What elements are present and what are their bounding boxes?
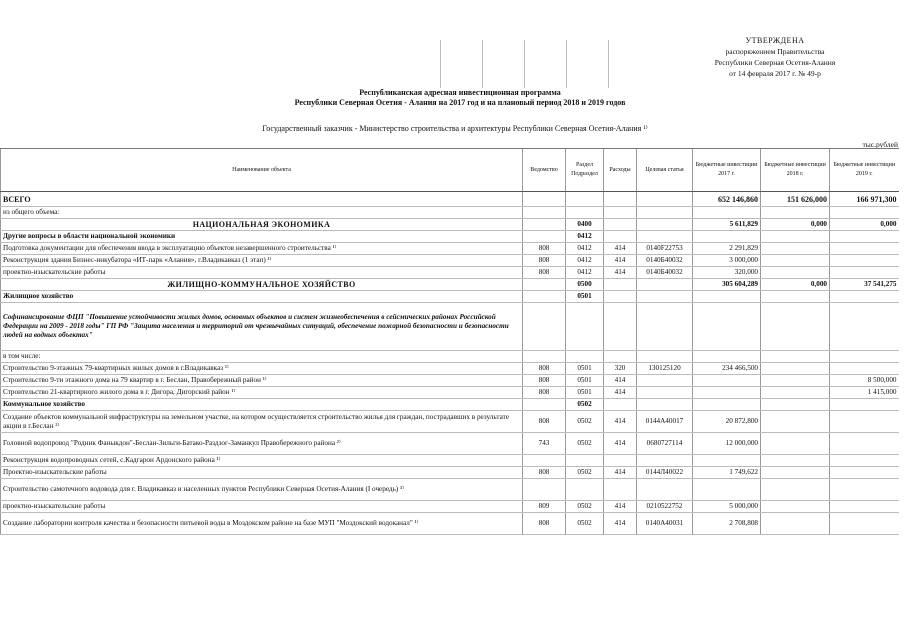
cell-rash: 414 bbox=[604, 501, 637, 513]
approval-line-2: Республики Северная Осетия-Алания bbox=[714, 58, 836, 67]
cell-name: Реконструкция здания Бизнес-инкубатора «ИТ-парк «Алания», г.Владикавказ (1 этап) ¹⁾ bbox=[1, 255, 523, 267]
cell-razd: 0412 bbox=[566, 243, 604, 255]
cell-name: Софинансирование ФЦП "Повышение устойчивости жилых домов, основных объектов и систем жизнеобеспечения в сейсмических районах Российской Федерации на 2009 - 2018 годы" ГП РФ "Защита населения и территорий от чрезвычайных ситуаций, обеспечение пожарной безопасности и безопасности людей на водных объектах" bbox=[1, 303, 523, 351]
cell-cel: 0140А40031 bbox=[637, 513, 693, 535]
cell-v2018 bbox=[761, 433, 830, 455]
cell-cel: 0680727114 bbox=[637, 433, 693, 455]
cell-cel bbox=[637, 479, 693, 501]
cell-v2019 bbox=[830, 267, 899, 279]
cell-v2017: 1 749,622 bbox=[693, 467, 761, 479]
cell-v2018 bbox=[761, 411, 830, 433]
col-header-celevaya: Целевая статья bbox=[637, 149, 693, 192]
table-row bbox=[1, 243, 899, 255]
cell-rash bbox=[604, 455, 637, 467]
cell-v2019 bbox=[830, 467, 899, 479]
cell-name: Другие вопросы в области национальной экономики bbox=[1, 231, 523, 243]
cell-ved: 808 bbox=[523, 411, 566, 433]
cell-v2017 bbox=[693, 375, 761, 387]
cell-rash: 414 bbox=[604, 513, 637, 535]
cell-cel: 0144А40017 bbox=[637, 411, 693, 433]
cell-razd: 0502 bbox=[566, 399, 604, 411]
cell-v2018 bbox=[761, 351, 830, 363]
cell-v2018 bbox=[761, 399, 830, 411]
table-row bbox=[1, 351, 899, 363]
cell-v2017: 20 872,800 bbox=[693, 411, 761, 433]
cell-v2019 bbox=[830, 433, 899, 455]
cell-v2018 bbox=[761, 255, 830, 267]
cell-v2018 bbox=[761, 501, 830, 513]
cell-v2019: 37 541,275 bbox=[830, 279, 899, 291]
cell-v2019 bbox=[830, 243, 899, 255]
cell-cel bbox=[637, 219, 693, 231]
cell-cel bbox=[637, 399, 693, 411]
cell-rash bbox=[604, 192, 637, 207]
cell-v2019 bbox=[830, 231, 899, 243]
cell-v2017 bbox=[693, 399, 761, 411]
cell-v2017: 12 000,000 bbox=[693, 433, 761, 455]
cell-name: Реконструкция водопроводных сетей, с.Кадгарон Ардонского района ¹⁾ bbox=[1, 455, 523, 467]
cell-v2019 bbox=[830, 207, 899, 219]
cell-cel: 0144Л40022 bbox=[637, 467, 693, 479]
cell-ved bbox=[523, 219, 566, 231]
approval-title: УТВЕРЖДЕНА bbox=[745, 36, 805, 45]
cell-v2018 bbox=[761, 387, 830, 399]
cell-ved: 808 bbox=[523, 255, 566, 267]
cell-ved bbox=[523, 399, 566, 411]
cell-v2018 bbox=[761, 467, 830, 479]
col-header-ved: Ведомство bbox=[523, 149, 566, 192]
cell-cel bbox=[637, 207, 693, 219]
cell-razd bbox=[566, 207, 604, 219]
investment-table bbox=[0, 148, 899, 535]
cell-v2018 bbox=[761, 363, 830, 375]
cell-rash bbox=[604, 219, 637, 231]
cell-v2019 bbox=[830, 411, 899, 433]
cell-name: Строительство самотечного водовода для г. Владикавказ и населенных пунктов Республики Северная Осетия-Алания (I очередь) ³⁾ bbox=[1, 479, 523, 501]
cell-v2018 bbox=[761, 375, 830, 387]
cell-rash bbox=[604, 279, 637, 291]
cell-ved bbox=[523, 279, 566, 291]
cell-v2017 bbox=[693, 387, 761, 399]
cell-razd: 0502 bbox=[566, 501, 604, 513]
cell-v2019: 1 415,000 bbox=[830, 387, 899, 399]
cell-v2017: 2 708,808 bbox=[693, 513, 761, 535]
cell-name: Строительство 9-этажных 79-квартирных жилых домов в г.Владикавказ ¹⁾ bbox=[1, 363, 523, 375]
cell-name: Строительство 9-ти этажного дома на 79 квартир в г. Беслан, Правобережный район ¹⁾ bbox=[1, 375, 523, 387]
cell-rash bbox=[604, 351, 637, 363]
col-header-2017: Бюджетные инвестиции 2017 г. bbox=[693, 149, 761, 192]
program-title bbox=[250, 88, 670, 108]
cell-razd: 0400 bbox=[566, 219, 604, 231]
cell-name: проектно-изыскательские работы bbox=[1, 501, 523, 513]
cell-ved: 808 bbox=[523, 243, 566, 255]
table-row bbox=[1, 375, 899, 387]
cell-name: проектно-изыскательские работы bbox=[1, 267, 523, 279]
cell-v2017: 652 146,860 bbox=[693, 192, 761, 207]
header-grid-lines bbox=[440, 40, 620, 88]
cell-razd: 0501 bbox=[566, 291, 604, 303]
cell-rash: 414 bbox=[604, 375, 637, 387]
col-header-name: Наименование объекта bbox=[1, 149, 523, 192]
cell-cel bbox=[637, 291, 693, 303]
cell-v2017: 5 000,000 bbox=[693, 501, 761, 513]
cell-razd bbox=[566, 479, 604, 501]
cell-cel bbox=[637, 455, 693, 467]
cell-v2018 bbox=[761, 455, 830, 467]
cell-v2018 bbox=[761, 207, 830, 219]
col-header-rashody: Расходы bbox=[604, 149, 637, 192]
table-row bbox=[1, 399, 899, 411]
cell-v2017: 320,000 bbox=[693, 267, 761, 279]
cell-ved bbox=[523, 351, 566, 363]
cell-razd: 0501 bbox=[566, 375, 604, 387]
cell-cel bbox=[637, 375, 693, 387]
cell-razd bbox=[566, 455, 604, 467]
table-header-row bbox=[1, 149, 899, 192]
cell-ved: 808 bbox=[523, 375, 566, 387]
cell-ved: 808 bbox=[523, 467, 566, 479]
cell-cel: 130125120 bbox=[637, 363, 693, 375]
cell-cel bbox=[637, 192, 693, 207]
cell-v2019 bbox=[830, 399, 899, 411]
cell-rash: 414 bbox=[604, 411, 637, 433]
col-header-razdel: Раздел Подраздел bbox=[566, 149, 604, 192]
cell-razd bbox=[566, 192, 604, 207]
table-row bbox=[1, 479, 899, 501]
cell-ved: 743 bbox=[523, 433, 566, 455]
cell-v2018: 0,000 bbox=[761, 279, 830, 291]
cell-razd bbox=[566, 351, 604, 363]
cell-v2019 bbox=[830, 513, 899, 535]
cell-rash: 414 bbox=[604, 467, 637, 479]
cell-name: в том числе: bbox=[1, 351, 523, 363]
cell-v2017 bbox=[693, 231, 761, 243]
cell-rash: 414 bbox=[604, 255, 637, 267]
table-row bbox=[1, 279, 899, 291]
cell-v2018 bbox=[761, 513, 830, 535]
cell-name: из общего объема: bbox=[1, 207, 523, 219]
cell-rash: 414 bbox=[604, 433, 637, 455]
cell-ved bbox=[523, 303, 566, 351]
cell-rash bbox=[604, 479, 637, 501]
cell-cel: 0140Б40032 bbox=[637, 255, 693, 267]
cell-v2017 bbox=[693, 455, 761, 467]
cell-v2017: 3 000,000 bbox=[693, 255, 761, 267]
table-body bbox=[1, 192, 899, 535]
approval-line-3: от 14 февраля 2017 г. № 49-р bbox=[729, 69, 821, 78]
cell-ved: 808 bbox=[523, 513, 566, 535]
table-row bbox=[1, 363, 899, 375]
table-row bbox=[1, 411, 899, 433]
cell-v2019 bbox=[830, 363, 899, 375]
table-row bbox=[1, 291, 899, 303]
cell-name: НАЦИОНАЛЬНАЯ ЭКОНОМИКА bbox=[1, 219, 523, 231]
cell-v2019: 8 500,000 bbox=[830, 375, 899, 387]
cell-cel bbox=[637, 351, 693, 363]
cell-v2019 bbox=[830, 351, 899, 363]
table-row bbox=[1, 467, 899, 479]
cell-razd: 0412 bbox=[566, 255, 604, 267]
cell-v2017: 2 291,829 bbox=[693, 243, 761, 255]
state-customer: Государственный заказчик - Министерство строительства и архитектуры Республики Северная Осетия-Алания ¹⁾ bbox=[262, 124, 648, 133]
cell-ved: 809 bbox=[523, 501, 566, 513]
cell-v2019 bbox=[830, 255, 899, 267]
table-row bbox=[1, 231, 899, 243]
cell-ved bbox=[523, 479, 566, 501]
table-row bbox=[1, 192, 899, 207]
cell-cel: 0140F22753 bbox=[637, 243, 693, 255]
cell-v2017 bbox=[693, 291, 761, 303]
cell-v2019 bbox=[830, 501, 899, 513]
cell-cel bbox=[637, 387, 693, 399]
cell-rash bbox=[604, 207, 637, 219]
cell-name: Создание лаборатории контроля качества и безопасности питьевой воды в Моздокском районе на базе МУП "Моздокский водоканал" ¹⁾ bbox=[1, 513, 523, 535]
cell-razd: 0412 bbox=[566, 231, 604, 243]
cell-name: ВСЕГО bbox=[1, 192, 523, 207]
cell-v2018 bbox=[761, 291, 830, 303]
cell-v2019: 0,000 bbox=[830, 219, 899, 231]
cell-v2019 bbox=[830, 455, 899, 467]
table-row bbox=[1, 267, 899, 279]
cell-v2017 bbox=[693, 303, 761, 351]
cell-razd: 0412 bbox=[566, 267, 604, 279]
cell-ved bbox=[523, 192, 566, 207]
cell-ved bbox=[523, 455, 566, 467]
cell-rash bbox=[604, 399, 637, 411]
cell-cel: 0210522752 bbox=[637, 501, 693, 513]
table-row bbox=[1, 219, 899, 231]
cell-v2017 bbox=[693, 351, 761, 363]
cell-rash bbox=[604, 231, 637, 243]
cell-name: ЖИЛИЩНО-КОММУНАЛЬНОЕ ХОЗЯЙСТВО bbox=[1, 279, 523, 291]
cell-razd: 0501 bbox=[566, 363, 604, 375]
cell-rash bbox=[604, 303, 637, 351]
col-header-2019: Бюджетные инвестиции 2019 г. bbox=[830, 149, 899, 192]
cell-rash: 414 bbox=[604, 243, 637, 255]
table-row bbox=[1, 387, 899, 399]
cell-ved bbox=[523, 291, 566, 303]
cell-razd: 0502 bbox=[566, 411, 604, 433]
cell-name: Проектно-изыскательские работы bbox=[1, 467, 523, 479]
cell-name: Головной водопровод "Родник Фаныкдон"-Беслан-Зильги-Батако-Раздзог-Заманкул Правобережного района ²⁾ bbox=[1, 433, 523, 455]
cell-rash: 414 bbox=[604, 267, 637, 279]
cell-razd: 0502 bbox=[566, 467, 604, 479]
cell-name: Подготовка документации для обеспечения ввода в эксплуатацию объектов незавершенного строительства ¹⁾ bbox=[1, 243, 523, 255]
cell-v2018 bbox=[761, 479, 830, 501]
cell-name: Строительство 21-квартирного жилого дома в г. Дигора, Дигорский район ¹⁾ bbox=[1, 387, 523, 399]
cell-ved: 808 bbox=[523, 363, 566, 375]
cell-v2018: 0,000 bbox=[761, 219, 830, 231]
cell-v2018 bbox=[761, 303, 830, 351]
table-row bbox=[1, 207, 899, 219]
col-header-2018: Бюджетные инвестиции 2018 г. bbox=[761, 149, 830, 192]
cell-v2018 bbox=[761, 231, 830, 243]
cell-v2017: 305 604,289 bbox=[693, 279, 761, 291]
cell-ved: 808 bbox=[523, 267, 566, 279]
cell-v2017: 5 611,829 bbox=[693, 219, 761, 231]
cell-ved bbox=[523, 207, 566, 219]
cell-rash bbox=[604, 291, 637, 303]
cell-v2017 bbox=[693, 207, 761, 219]
approval-line-1: распоряжением Правительства bbox=[725, 47, 825, 56]
cell-name: Жилищное хозяйство bbox=[1, 291, 523, 303]
table-row bbox=[1, 455, 899, 467]
cell-v2017: 234 466,500 bbox=[693, 363, 761, 375]
cell-name: Коммунальное хозяйство bbox=[1, 399, 523, 411]
cell-v2017 bbox=[693, 479, 761, 501]
cell-v2018 bbox=[761, 243, 830, 255]
table-row bbox=[1, 513, 899, 535]
cell-v2018 bbox=[761, 267, 830, 279]
cell-rash: 320 bbox=[604, 363, 637, 375]
cell-razd: 0501 bbox=[566, 387, 604, 399]
cell-razd bbox=[566, 303, 604, 351]
table-row bbox=[1, 433, 899, 455]
cell-ved bbox=[523, 231, 566, 243]
cell-ved: 808 bbox=[523, 387, 566, 399]
units-label: тыс.рублей bbox=[862, 140, 898, 149]
cell-razd: 0502 bbox=[566, 433, 604, 455]
program-title-line-1: Республиканская адресная инвестиционная программа bbox=[359, 88, 561, 97]
cell-v2019: 166 971,300 bbox=[830, 192, 899, 207]
table-row bbox=[1, 303, 899, 351]
approval-stamp bbox=[690, 35, 860, 79]
cell-razd: 0502 bbox=[566, 513, 604, 535]
table-row bbox=[1, 501, 899, 513]
cell-cel bbox=[637, 279, 693, 291]
cell-v2019 bbox=[830, 291, 899, 303]
cell-v2019 bbox=[830, 479, 899, 501]
cell-razd: 0500 bbox=[566, 279, 604, 291]
cell-v2018: 151 626,000 bbox=[761, 192, 830, 207]
table-row bbox=[1, 255, 899, 267]
cell-cel bbox=[637, 231, 693, 243]
cell-cel: 0140Б40032 bbox=[637, 267, 693, 279]
program-title-line-2: Республики Северная Осетия - Алания на 2017 год и на плановый период 2018 и 2019 годов bbox=[294, 98, 626, 107]
cell-name: Создание объектов коммунальной инфраструктуры на земельном участке, на котором осуществляется строительство жилья для граждан, пострадавших в результате акции в г.Беслан ²⁾ bbox=[1, 411, 523, 433]
cell-rash: 414 bbox=[604, 387, 637, 399]
cell-v2019 bbox=[830, 303, 899, 351]
cell-cel bbox=[637, 303, 693, 351]
